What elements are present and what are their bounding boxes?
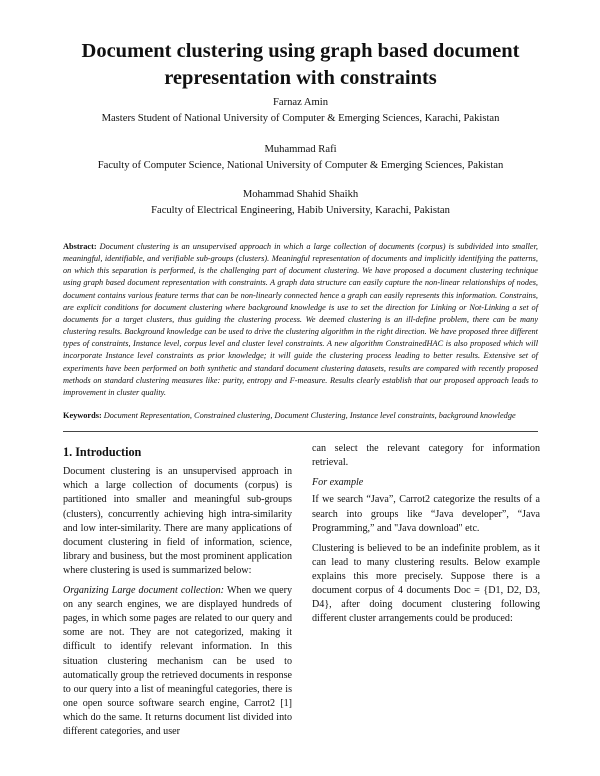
intro-paragraph-5: Clustering is believed to be an indefinite problem, as it can lead to many clustering results. Below example explains this more precisely. Suppose there is a document corpus of 4 documents Doc = {D1, D2, D3, D4}, after doing document clustering following different cluster arrangements could be produced: — [312, 542, 540, 625]
paper-title: Document clustering using graph based document representation with constraints — [81, 40, 520, 89]
author-name-1: Farnaz Amin — [272, 97, 329, 108]
left-column — [63, 442, 292, 745]
keywords — [63, 410, 538, 422]
intro-paragraph-4: If we search “Java”, Carrot2 categorize the results of a search into groups like “Java developer”, “Java Programming,” and "Java download" etc. — [312, 494, 540, 534]
section-heading-introduction: 1. Introduction — [63, 445, 142, 460]
intro-paragraph-2-lead: Organizing Large document collection: — [63, 585, 225, 597]
author-affiliation-3: Faculty of Electrical Engineering, Habib University, Karachi, Pakistan — [151, 205, 450, 216]
abstract-text: Document clustering is an unsupervised approach in which a large collection of documents (corpus) is subdivided into smaller, meaningful, identifiable, and verifiable sub-groups (clusters). Meaningful representation of documents and implicitly identifying the patterns, on which this separation is performed, is the challenging part of document clustering. We have proposed a document clustering technique using graph based document representation with constraints. A graph data structure can easily capture the non-linear relationships of nodes, document contains various feature terms that can be non-linearly connected hence a graph can easily represents this information. Constrains, are explicit conditions for document clustering where background knowledge is use to set the direction for Linking or Not-Linking a set of documents for a target clusters, thus guiding the clustering process. We deemed clustering is an ill-define problem, there can be many clustering results. Background knowledge can be used to drive the clustering algorithm in the right direction. We have proposed three different types of constraints, Instance level, corpus level and cluster level constraints. A new algorithm ConstrainedHAC is also proposed which will incorporate Instance level constraints as prior knowledge; it will guide the clustering process leading to better results. Extensive set of experiments have been performed on both synthetic and standard document clustering datasets, results are compared with recently proposed methods on standard clustering measures like: purity, entropy and F-measure. Results clearly establish that our proposed approach leads to improvement in cluster quality. — [63, 242, 538, 397]
author-block — [63, 95, 538, 219]
right-column — [312, 442, 540, 632]
section-divider — [63, 431, 538, 432]
author-name-2: Muhammad Rafi — [264, 144, 337, 155]
intro-paragraph-2 — [63, 584, 292, 739]
author-affiliation-1: Masters Student of National University of Computer & Emerging Sciences, Karachi, Pakistan — [101, 113, 500, 124]
author-affiliation-2: Faculty of Computer Science, National University of Computer & Emerging Sciences, Pakistan — [97, 160, 504, 171]
intro-paragraph-2-text: When we query on any search engines, we are displayed hundreds of pages, in which some pages are related to our query and some are not. They are not categorized, making it difficult to identify relevant information. In this situation clustering mechanism can be used to automatically group the retrieved documents in response to our query into a list of meaningful categories, there is one open source software search engine, Carrot2 [1] which do the same. It returns document list divided into different categories, and user — [63, 585, 292, 737]
author-name-3: Mohammad Shahid Shaikh — [242, 189, 359, 200]
example-subheading: For example — [312, 477, 364, 489]
abstract-label: Abstract: — [63, 242, 97, 251]
keywords-label: Keywords: — [63, 411, 102, 421]
intro-paragraph-1: Document clustering is an unsupervised approach in which a large collection of documents (corpus) is partitioned into smaller and meaningful sub-groups (clusters), concurrently achieving high intra-similarity and low inter-similarity. There are many applications of document clustering in field of information, science, library and business, but the most prominent application where clustering is used is summarized below: — [63, 466, 292, 576]
intro-paragraph-3: can select the relevant category for information retrieval. — [312, 443, 540, 469]
abstract — [63, 241, 538, 399]
keywords-text: Document Representation, Constrained clustering, Document Clustering, Instance level constraints, background knowledge — [103, 411, 516, 421]
